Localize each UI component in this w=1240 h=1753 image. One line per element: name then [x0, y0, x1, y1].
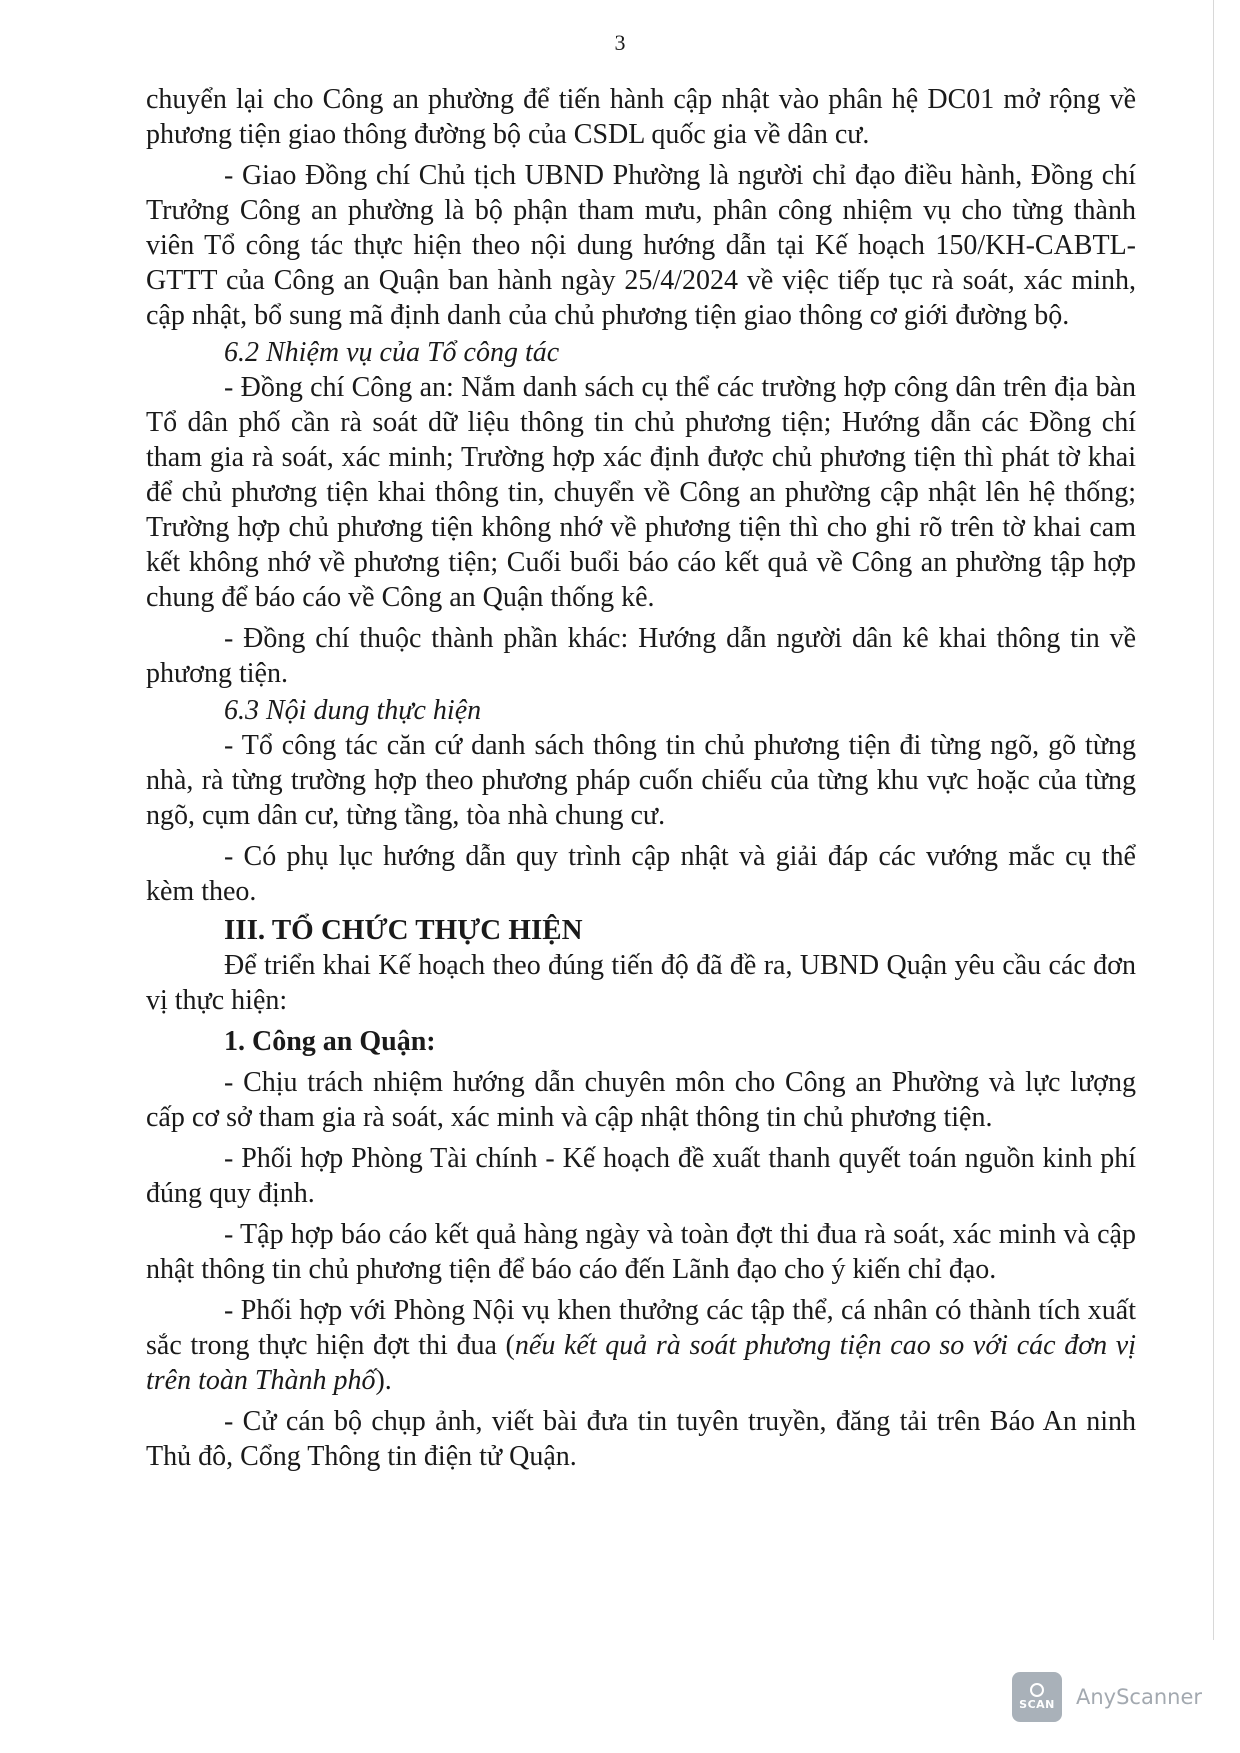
- commendation-text: - Phối hợp với Phòng Nội vụ khen thưởng các tập thể, cá nhân có thành tích xuất sắc trong thực hiện đợt thi đua (: [146, 1295, 1136, 1361]
- document-body: [146, 82, 1136, 1474]
- paragraph-police-duties: - Đồng chí Công an: Nắm danh sách cụ thể các trường hợp công dân trên địa bàn Tổ dân phố cần rà soát dữ liệu thông tin chủ phương tiện; Hướng dẫn các Đồng chí tham gia rà soát, xác minh; Trường hợp xác định được chủ phương tiện thì phát tờ khai để chủ phương tiện khai thông tin, chuyển về Công an phường cập nhật lên hệ thống; Trường hợp chủ phương tiện không nhớ về phương tiện thì cho ghi rõ trên tờ khai cam kết không nhớ về phương tiện; Cuối buổi báo cáo kết quả về Công an phường tập hợp chung để báo cáo về Công an Quận thống kê.: [146, 372, 1136, 613]
- paragraph-other-members: - Đồng chí thuộc thành phần khác: Hướng dẫn người dân kê khai thông tin về phương tiện.: [146, 623, 1136, 689]
- commendation-condition: nếu kết quả rà soát phương tiện cao so với các đơn vị trên toàn Thành phố: [146, 1330, 1136, 1396]
- paragraph-assignment: - Giao Đồng chí Chủ tịch UBND Phường là người chỉ đạo điều hành, Đồng chí Trưởng Công an phường là bộ phận tham mưu, phân công nhiệm vụ cho từng thành viên Tổ công tác thực hiện theo nội dung hướng dẫn tại Kế hoạch 150/KH-CABTL-GTTT của Công an Quận ban hành ngày 25/4/2024 về việc tiếp tục rà soát, xác minh, cập nhật, bổ sung mã định danh của chủ phương tiện giao thông cơ giới đường bộ.: [146, 160, 1136, 331]
- subheading-6-2: 6.2 Nhiệm vụ của Tổ công tác: [224, 337, 560, 368]
- paragraph-method: - Tổ công tác căn cứ danh sách thông tin chủ phương tiện đi từng ngõ, gõ từng nhà, rà từng trường hợp theo phương pháp cuốn chiếu của từng khu vực hoặc của từng ngõ, cụm dân cư, từng tầng, tòa nhà chung cư.: [146, 730, 1136, 831]
- paragraph-appendix: - Có phụ lục hướng dẫn quy trình cập nhật và giải đáp các vướng mắc cụ thể kèm theo.: [146, 841, 1136, 907]
- paragraph-reporting: - Tập hợp báo cáo kết quả hàng ngày và toàn đợt thi đua rà soát, xác minh và cập nhật thông tin chủ phương tiện để báo cáo đến Lãnh đạo cho ý kiến chỉ đạo.: [146, 1219, 1136, 1285]
- commendation-end: ).: [375, 1365, 392, 1396]
- lens-icon: [1030, 1683, 1044, 1697]
- watermark-brand: AnyScanner: [1076, 1685, 1203, 1709]
- scan-edge-line: [1213, 0, 1214, 1640]
- scan-logo-icon: [1012, 1672, 1062, 1722]
- subheading-6-3: 6.3 Nội dung thực hiện: [224, 695, 482, 726]
- anyscanner-watermark: [1012, 1672, 1202, 1722]
- page-number: 3: [614, 30, 626, 55]
- section-heading-iii: III. TỔ CHỨC THỰC HIỆN: [224, 914, 583, 946]
- paragraph-implementation-intro: Để triển khai Kế hoạch theo đúng tiến độ đã đề ra, UBND Quận yêu cầu các đơn vị thực hiện:: [146, 950, 1136, 1016]
- paragraph-guidance: - Chịu trách nhiệm hướng dẫn chuyên môn cho Công an Phường và lực lượng cấp cơ sở tham gia rà soát, xác minh và cập nhật thông tin chủ phương tiện.: [146, 1067, 1136, 1133]
- paragraph-continuation: chuyển lại cho Công an phường để tiến hành cập nhật vào phân hệ DC01 mở rộng về phương tiện giao thông đường bộ của CSDL quốc gia về dân cư.: [146, 84, 1136, 150]
- paragraph-media: - Cử cán bộ chụp ảnh, viết bài đưa tin tuyên truyền, đăng tải trên Báo An ninh Thủ đô, Cổng Thông tin điện tử Quận.: [146, 1406, 1136, 1472]
- paragraph-commendation: [146, 1293, 1136, 1398]
- subsection-district-police: 1. Công an Quận:: [224, 1026, 436, 1057]
- paragraph-finance: - Phối hợp Phòng Tài chính - Kế hoạch đề xuất thanh quyết toán nguồn kinh phí đúng quy định.: [146, 1143, 1136, 1209]
- scan-logo-text: SCAN: [1019, 1698, 1055, 1711]
